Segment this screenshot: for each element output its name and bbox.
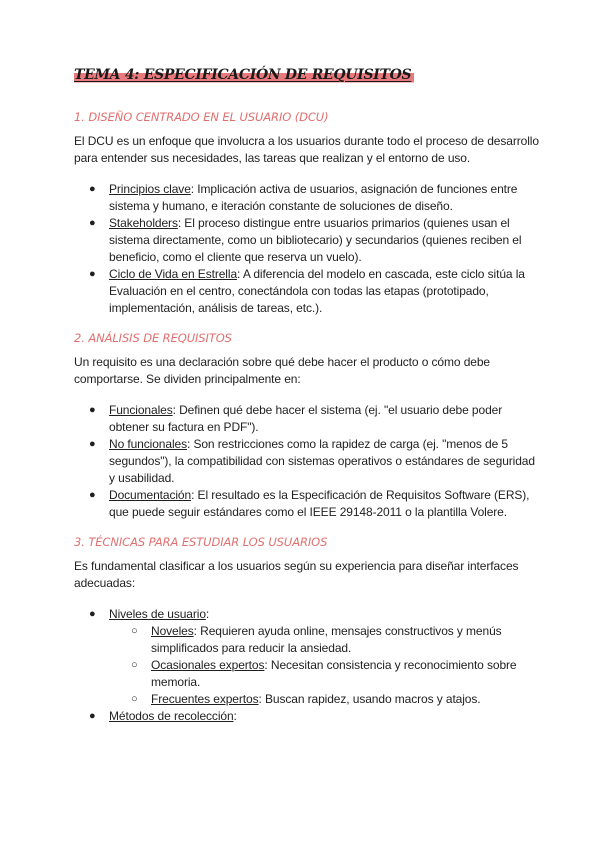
list-item-term: Stakeholders — [109, 216, 178, 230]
sub-list-item-term: Ocasionales expertos — [151, 658, 265, 672]
circle-bullet-icon: ○ — [131, 659, 138, 671]
list-item-term: Métodos de recolección — [109, 709, 234, 723]
sub-list-item — [109, 657, 544, 691]
list-item-term: No funcionales — [109, 437, 187, 451]
bullet-icon: ● — [89, 608, 96, 620]
list-item-text: : Son restricciones como la rapidez de carga (ej. "menos de 5 segundos"), la compatibilidad con sistemas operativos o estándares de seguridad y usabilidad. — [109, 437, 535, 485]
list-item-text: : El resultado es la Especificación de Requisitos Software (ERS), que puede seguir estándares como el IEEE 29148-2011 o la plantilla Volere. — [109, 488, 530, 519]
sub-list-item-text: : Requieren ayuda online, mensajes constructivos y menús simplificados para reducir la ansiedad. — [151, 624, 502, 655]
list-item — [74, 487, 544, 521]
list-item-term: Principios clave — [109, 182, 191, 196]
bullet-list-tecnicas — [74, 606, 544, 725]
bullet-list-dcu — [74, 181, 544, 317]
sub-list-item-text: : Buscan rapidez, usando macros y atajos. — [258, 692, 481, 706]
list-item-text: : — [205, 607, 210, 621]
bullet-icon: ● — [89, 217, 96, 229]
list-item — [74, 215, 544, 266]
section-intro-dcu: El DCU es un enfoque que involucra a los usuarios durante todo el proceso de desarrollo para entender sus necesidades, las tareas que realizan y el entorno de uso. — [74, 134, 539, 165]
circle-bullet-icon: ○ — [131, 693, 138, 705]
list-item-text: : Implicación activa de usuarios, asignación de funciones entre sistema y humano, e iteración constante de soluciones de diseño. — [109, 182, 518, 213]
sub-list-item — [109, 623, 544, 657]
bullet-icon: ● — [89, 183, 96, 195]
sub-list-niveles — [109, 623, 544, 708]
list-item-term: Niveles de usuario — [109, 607, 206, 621]
sub-list-item-term: Frecuentes expertos — [151, 692, 259, 706]
list-item — [74, 181, 544, 215]
list-item — [74, 708, 544, 725]
sub-list-item — [109, 691, 544, 708]
list-item-term: Funcionales — [109, 403, 173, 417]
list-item — [74, 266, 544, 317]
bullet-list-requisitos — [74, 402, 544, 521]
bullet-icon: ● — [89, 404, 96, 416]
list-item — [74, 436, 544, 487]
list-item — [74, 402, 544, 436]
bullet-icon: ● — [89, 489, 96, 501]
document-page — [74, 66, 544, 739]
circle-bullet-icon: ○ — [131, 625, 138, 637]
section-heading-requisitos: 2. ANÁLISIS DE REQUISITOS — [74, 331, 232, 345]
list-item-term: Documentación — [109, 488, 192, 502]
list-item-text: : Definen qué debe hacer el sistema (ej. "el usuario debe poder obtener su factura en PDF"). — [109, 403, 503, 434]
section-heading-tecnicas: 3. TÉCNICAS PARA ESTUDIAR LOS USUARIOS — [74, 535, 328, 549]
section-intro-tecnicas: Es fundamental clasificar a los usuarios según su experiencia para diseñar interfaces adecuadas: — [74, 559, 519, 590]
list-item — [74, 606, 544, 708]
sub-list-item-term: Noveles — [151, 624, 194, 638]
list-item-text: : El proceso distingue entre usuarios primarios (quienes usan el sistema directamente, como un bibliotecario) y secundarios (quienes reciben el beneficio, como el cliente que reserva un vuelo). — [109, 216, 522, 264]
section-intro-requisitos: Un requisito es una declaración sobre qué debe hacer el producto o cómo debe comportarse. Se dividen principalmente en: — [74, 355, 491, 386]
bullet-icon: ● — [89, 438, 96, 450]
section-heading-dcu: 1. DISEÑO CENTRADO EN EL USUARIO (DCU) — [74, 110, 329, 124]
list-item-term: Ciclo de Vida en Estrella — [109, 267, 238, 281]
list-item-text: : — [233, 709, 237, 723]
document-title: TEMA 4: ESPECIFICACIÓN DE REQUISITOS — [74, 66, 414, 84]
list-item-text: : A diferencia del modelo en cascada, este ciclo sitúa la Evaluación en el centro, conectándola con todas las etapas (prototipado, implementación, análisis de tareas, etc.). — [109, 267, 525, 315]
sub-list-item-text: : Necesitan consistencia y reconocimiento sobre memoria. — [151, 658, 517, 689]
bullet-icon: ● — [89, 268, 96, 280]
bullet-icon: ● — [89, 710, 96, 722]
